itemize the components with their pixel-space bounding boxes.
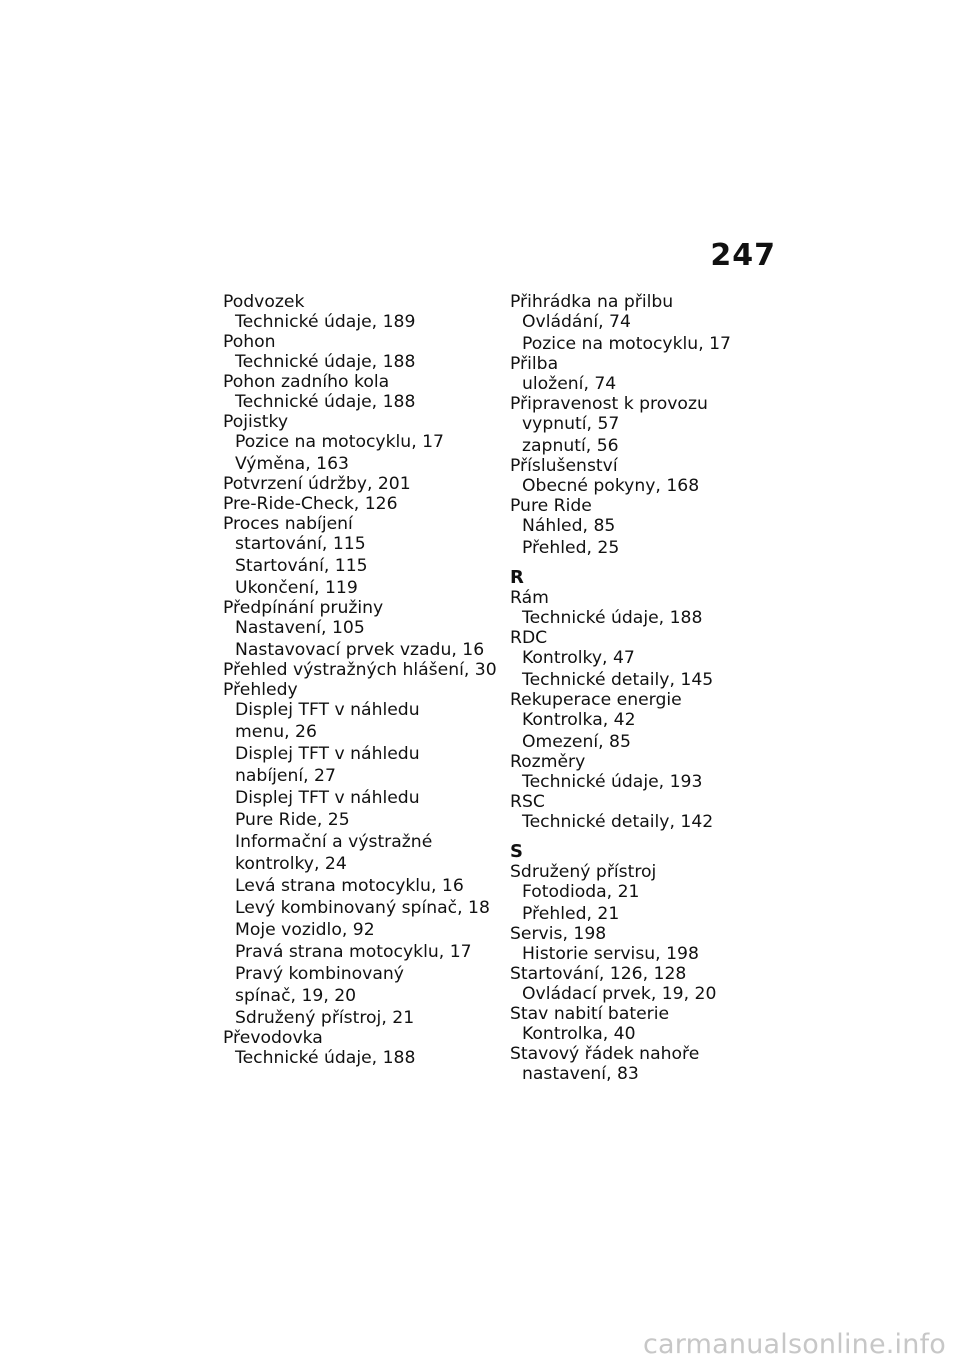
index-subentry: Ovládací prvek, 19, 20	[522, 984, 717, 1004]
index-term: Přehled výstražných hlášení, 30	[223, 660, 497, 680]
index-entry	[223, 1028, 508, 1068]
index-entry	[510, 752, 795, 792]
index-section-letter: S	[510, 841, 523, 862]
index-subentry: Levý kombinovaný spínač, 18	[235, 898, 490, 918]
index-entry	[223, 494, 508, 514]
index-subentry: Displej TFT v náhledu	[235, 700, 420, 720]
index-entry	[510, 1004, 795, 1044]
index-entry	[223, 598, 508, 660]
index-term: Pohon	[223, 332, 276, 352]
index-entry	[510, 792, 795, 832]
index-term: Rozměry	[510, 752, 586, 772]
index-subentry: Informační a výstražné	[235, 832, 433, 852]
index-subentry: Technické údaje, 188	[235, 1048, 416, 1068]
index-entry	[510, 354, 795, 394]
index-subentry: Náhled, 85	[522, 516, 616, 536]
index-term: Připravenost k provozu	[510, 394, 708, 414]
index-entry	[510, 394, 795, 456]
index-entry	[223, 680, 508, 1028]
index-entry	[510, 628, 795, 690]
index-subentry: Pozice na motocyklu, 17	[522, 334, 731, 354]
index-subentry: Technické údaje, 188	[235, 392, 416, 412]
index-entry	[510, 924, 795, 964]
index-entry	[223, 412, 508, 474]
index-subentry: Obecné pokyny, 168	[522, 476, 700, 496]
index-term: Rekuperace energie	[510, 690, 682, 710]
index-subentry: spínač, 19, 20	[235, 986, 357, 1006]
index-subentry: Pure Ride, 25	[235, 810, 350, 830]
index-subentry: nabíjení, 27	[235, 766, 336, 786]
index-subentry: startování, 115	[235, 534, 366, 554]
index-entry	[223, 292, 508, 332]
index-subentry: Kontrolky, 47	[522, 648, 635, 668]
index-term: Startování, 126, 128	[510, 964, 687, 984]
index-subentry: Nastavovací prvek vzadu, 16	[235, 640, 485, 660]
index-entry	[223, 332, 508, 372]
index-subentry: Displej TFT v náhledu	[235, 788, 420, 808]
index-subentry: Technické údaje, 193	[522, 772, 703, 792]
index-term: Proces nabíjení	[223, 514, 353, 534]
index-subentry: Technické údaje, 189	[235, 312, 416, 332]
watermark: carmanualsonline.info	[643, 1329, 946, 1360]
index-column-right	[510, 292, 795, 1084]
index-term: Pohon zadního kola	[223, 372, 390, 392]
index-term: Pre-Ride-Check, 126	[223, 494, 398, 514]
page-number: 247	[710, 238, 776, 273]
index-subentry: Pozice na motocyklu, 17	[235, 432, 444, 452]
index-subentry: Výměna, 163	[235, 454, 349, 474]
index-entry	[510, 496, 795, 558]
index-subentry: Kontrolka, 42	[522, 710, 636, 730]
index-subentry: Přehled, 21	[522, 904, 620, 924]
index-subentry: menu, 26	[235, 722, 317, 742]
index-subentry: Pravá strana motocyklu, 17	[235, 942, 472, 962]
index-subentry: Kontrolka, 40	[522, 1024, 636, 1044]
index-entry	[510, 690, 795, 752]
index-entry	[510, 1044, 795, 1084]
index-term: Příslušenství	[510, 456, 618, 476]
index-term: Pojistky	[223, 412, 289, 432]
index-term: Přehledy	[223, 680, 298, 700]
index-subentry: Technické detaily, 145	[522, 670, 714, 690]
index-term: Potvrzení údržby, 201	[223, 474, 411, 494]
index-subentry: Historie servisu, 198	[522, 944, 699, 964]
index-subentry: Technické údaje, 188	[235, 352, 416, 372]
index-entry	[223, 372, 508, 412]
index-subentry: Fotodioda, 21	[522, 882, 640, 902]
index-term: Převodovka	[223, 1028, 323, 1048]
index-term: RSC	[510, 792, 545, 812]
index-entry	[510, 588, 795, 628]
index-section-letter: R	[510, 567, 524, 588]
index-term: Stavový řádek nahoře	[510, 1044, 700, 1064]
index-subentry: Omezení, 85	[522, 732, 631, 752]
index-subentry: Pravý kombinovaný	[235, 964, 404, 984]
index-term: RDC	[510, 628, 548, 648]
index-term: Rám	[510, 588, 549, 608]
index-term: Servis, 198	[510, 924, 607, 944]
index-subentry: Technické detaily, 142	[522, 812, 714, 832]
index-subentry: Přehled, 25	[522, 538, 620, 558]
index-subentry: Moje vozidlo, 92	[235, 920, 375, 940]
index-term: Stav nabití baterie	[510, 1004, 670, 1024]
index-term: Sdružený přístroj	[510, 862, 657, 882]
index-entry	[510, 456, 795, 496]
index-subentry: vypnutí, 57	[522, 414, 620, 434]
index-entry	[223, 474, 508, 494]
index-subentry: Displej TFT v náhledu	[235, 744, 420, 764]
index-term: Pure Ride	[510, 496, 592, 516]
index-subentry: zapnutí, 56	[522, 436, 619, 456]
index-entry	[510, 862, 795, 924]
index-subentry: Nastavení, 105	[235, 618, 365, 638]
index-term: Předpínání pružiny	[223, 598, 384, 618]
index-subentry: Startování, 115	[235, 556, 368, 576]
index-subentry: Ukončení, 119	[235, 578, 358, 598]
index-subentry: Sdružený přístroj, 21	[235, 1008, 415, 1028]
index-term: Přihrádka na přilbu	[510, 292, 674, 312]
index-column-left	[223, 292, 508, 1068]
index-subentry: uložení, 74	[522, 374, 617, 394]
index-subentry: kontrolky, 24	[235, 854, 347, 874]
index-subentry: nastavení, 83	[522, 1064, 639, 1084]
index-subentry: Levá strana motocyklu, 16	[235, 876, 464, 896]
index-term: Přilba	[510, 354, 559, 374]
index-term: Podvozek	[223, 292, 305, 312]
index-entry	[223, 660, 508, 680]
index-subentry: Ovládání, 74	[522, 312, 631, 332]
index-subentry: Technické údaje, 188	[522, 608, 703, 628]
index-entry	[510, 292, 795, 354]
index-entry	[510, 964, 795, 1004]
index-entry	[223, 514, 508, 598]
